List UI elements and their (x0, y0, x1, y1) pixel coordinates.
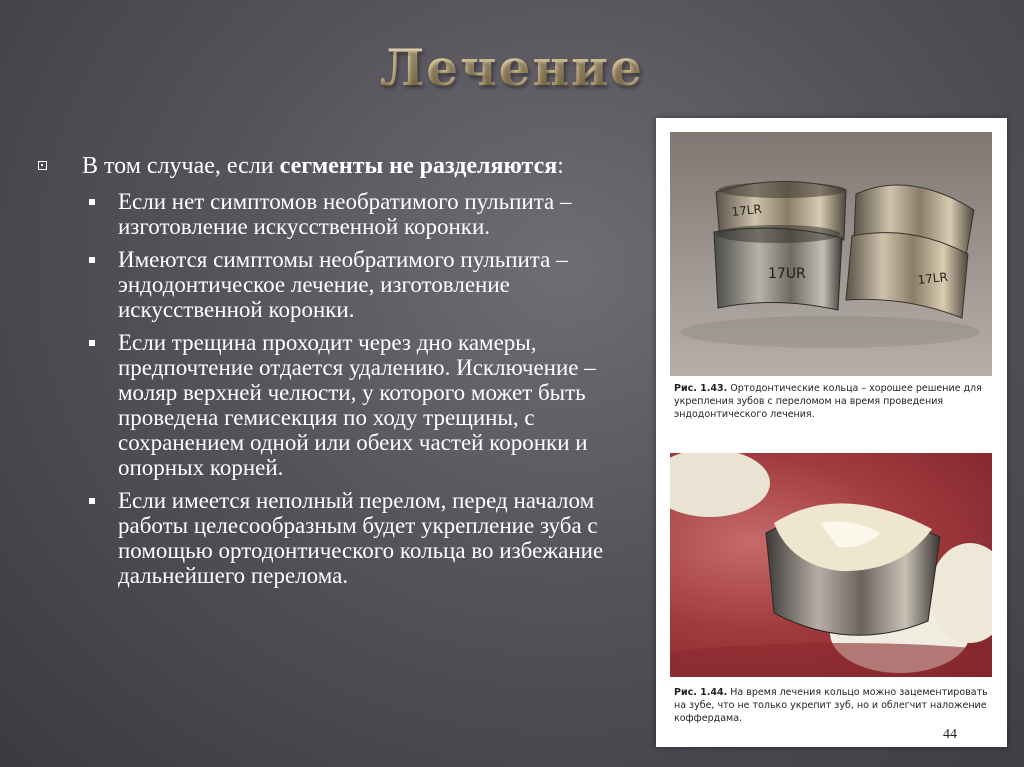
sub-bullet-item (34, 247, 634, 322)
sub-bullet-item (34, 488, 634, 588)
main-point-suffix: : (557, 153, 564, 179)
ring-label: 17LR (916, 269, 949, 287)
filled-square-bullet-icon (89, 498, 95, 504)
figure-caption-2 (674, 686, 992, 725)
page-number: 44 (943, 727, 957, 742)
main-point-bold: сегменты не разделяются (279, 153, 558, 179)
filled-square-bullet-icon (89, 257, 95, 263)
tooth-with-ring-photo (670, 453, 992, 677)
sub-bullet-item (34, 189, 634, 239)
sub-bullet-text: Если нет симптомов необратимого пульпита – изготовление искусственной коронки. (118, 189, 572, 239)
filled-square-bullet-icon (89, 199, 95, 205)
sub-bullet-list (34, 189, 634, 588)
slide-title: Лечение (0, 38, 1024, 97)
slide-content (34, 152, 634, 596)
orthodontic-rings-photo (670, 132, 992, 376)
main-point-prefix: В том случае, если (82, 153, 280, 179)
caption-2-text: На время лечения кольцо можно зацементировать на зубе, что не только укрепит зуб, но и облегчит наложение коффердама. (674, 687, 988, 724)
ring-label: 17UR (768, 266, 806, 282)
ring-label: 17LR (730, 201, 763, 219)
caption-2-label: Рис. 1.44. (674, 687, 728, 698)
textbook-figure (656, 118, 1007, 747)
figure-caption-1 (674, 382, 992, 421)
sub-bullet-text: Если трещина проходит через дно камеры, предпочтение отдается удалению. Исключение – моляр верхней челюсти, у которого может быть проведена гемисекция по ходу трещины, с сохранением одной или обеих частей коронки и опорных корней. (118, 330, 596, 480)
sub-bullet-item (34, 330, 634, 480)
main-bullet-point (34, 152, 634, 181)
sub-bullet-text: Если имеется неполный перелом, перед началом работы целесообразным будет укрепление зуба с помощью ортодонтического кольца во избежание дальнейшего перелома. (118, 488, 604, 588)
caption-1-label: Рис. 1.43. (674, 383, 728, 394)
sub-bullet-text: Имеются симптомы необратимого пульпита – эндодонтическое лечение, изготовление искусственной коронки. (118, 247, 568, 322)
filled-square-bullet-icon (89, 340, 95, 346)
square-bullet-icon (38, 161, 47, 170)
caption-1-text: Ортодонтические кольца – хорошее решение для укрепления зубов с переломом на время проведения эндодонтического лечения. (674, 383, 982, 420)
